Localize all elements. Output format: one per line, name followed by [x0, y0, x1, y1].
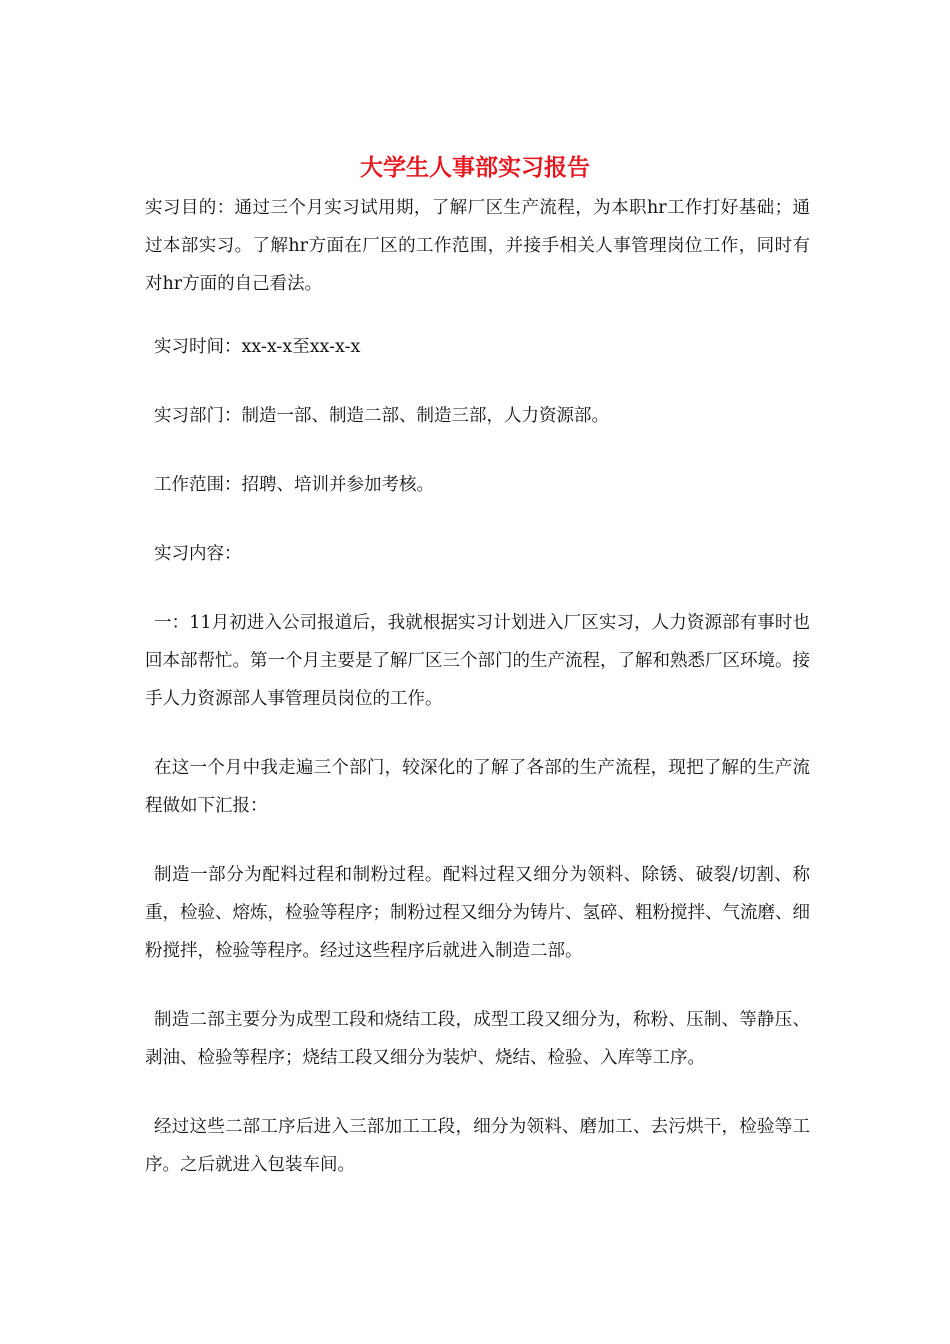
paragraph-departments: 实习部门：制造一部、制造二部、制造三部，人力资源部。 [154, 406, 609, 426]
paragraph-dept-three [145, 1108, 810, 1184]
paragraph-period: 实习时间：xx-x-x至xx-x-x [154, 337, 361, 357]
paragraph-dept-two-text: 制造二部主要分为成型工段和烧结工段，成型工段又细分为，称粉、压制、等静压、剥油、检验等程序；烧结工段又细分为装炉、烧结、检验、入库等工序。 [145, 1010, 810, 1068]
paragraph-part-one-text: 一：11月初进入公司报道后，我就根据实习计划进入厂区实习，人力资源部有事时也回本部帮忙。第一个月主要是了解厂区三个部门的生产流程，了解和熟悉厂区环境。接手人力资源部人事管理员岗位的工作。 [145, 613, 810, 709]
paragraph-purpose: 实习目的：通过三个月实习试用期，了解厂区生产流程，为本职hr工作打好基础；通过本部实习。了解hr方面在厂区的工作范围，并接手相关人事管理岗位工作，同时有对hr方面的自己看法。 [145, 198, 810, 294]
document-body [145, 189, 810, 1215]
document-title: 大学生人事部实习报告 [360, 154, 590, 181]
paragraph-dept-three-text: 经过这些二部工序后进入三部加工工段，细分为领料、磨加工、去污烘干，检验等工序。之后就进入包装车间。 [145, 1117, 810, 1175]
paragraph-month-summary [145, 749, 810, 825]
paragraph-content-heading: 实习内容： [154, 544, 242, 564]
paragraph-dept-two [145, 1001, 810, 1077]
paragraph-scope: 工作范围：招聘、培训并参加考核。 [154, 475, 434, 495]
paragraph-dept-one [145, 856, 810, 970]
paragraph-dept-one-text: 制造一部分为配料过程和制粉过程。配料过程又细分为领料、除锈、破裂/切割、称重，检验、熔炼，检验等程序；制粉过程又细分为铸片、氢碎、粗粉搅拌、气流磨、细粉搅拌，检验等程序。经过这些程序后就进入制造二部。 [145, 865, 810, 961]
paragraph-month-summary-text: 在这一个月中我走遍三个部门，较深化的了解了各部的生产流程，现把了解的生产流程做如下汇报： [145, 758, 810, 816]
paragraph-part-one [145, 604, 810, 718]
